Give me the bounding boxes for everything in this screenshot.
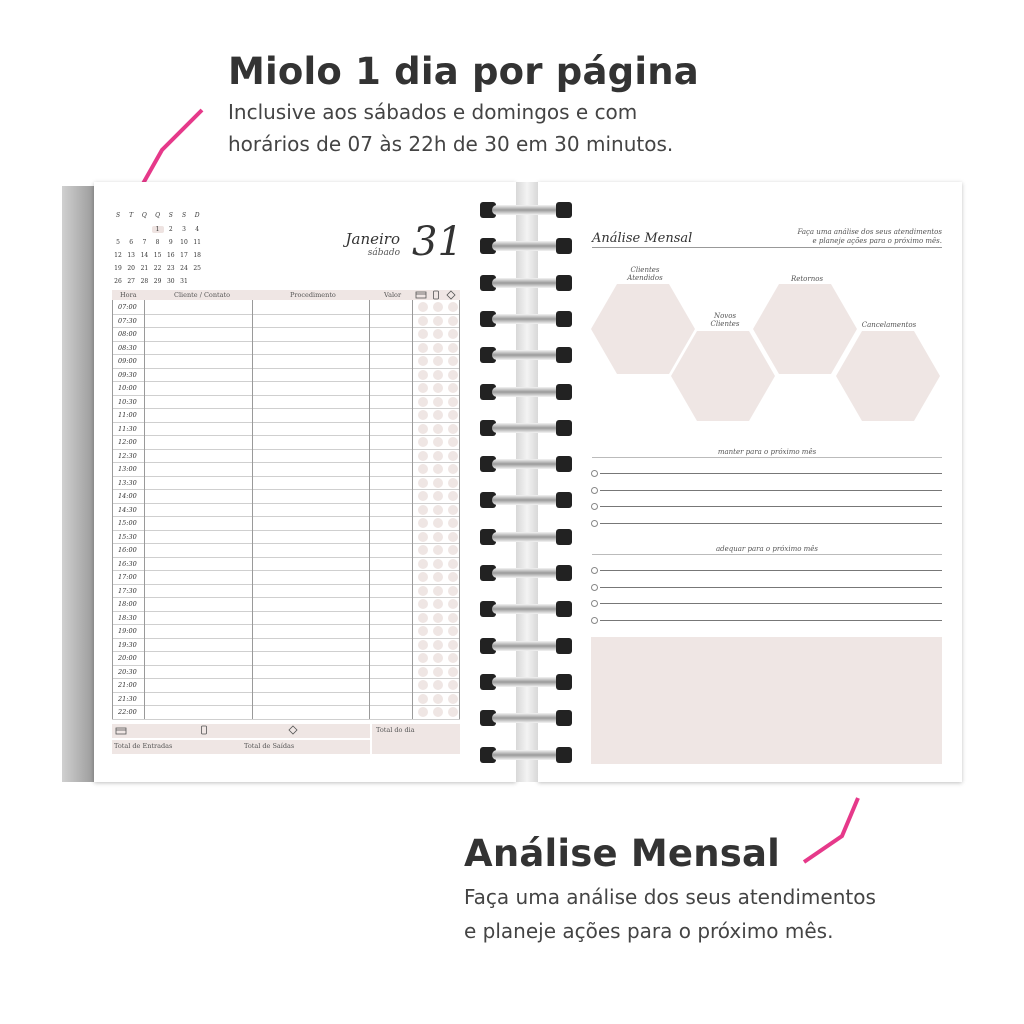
calendar-day: 6 (129, 239, 134, 246)
payment-check-dot[interactable] (433, 613, 443, 623)
table-row (112, 435, 460, 450)
header-hora: Hora (120, 291, 137, 299)
payment-check-dot[interactable] (433, 329, 443, 339)
payment-check-dot[interactable] (448, 680, 458, 690)
calendar-weekday: S (181, 212, 187, 219)
payment-check-dot[interactable] (418, 397, 428, 407)
payment-check-dot[interactable] (433, 316, 443, 326)
payment-check-dot[interactable] (418, 356, 428, 366)
payment-check-dot[interactable] (433, 572, 443, 582)
payment-check-dot[interactable] (448, 545, 458, 555)
section-keep-label: manter para o próximo mês (717, 448, 817, 456)
payment-check-dot[interactable] (433, 586, 443, 596)
payment-check-dot[interactable] (433, 640, 443, 650)
payment-check-dot[interactable] (448, 491, 458, 501)
spiral-ring (480, 200, 572, 220)
bullet-circle (591, 470, 598, 477)
total-day-label: Total do dia (376, 726, 415, 734)
top-callout-line2: horários de 07 às 22h de 30 em 30 minutos. (228, 132, 674, 156)
payment-check-dot[interactable] (433, 437, 443, 447)
payment-check-dot[interactable] (418, 653, 428, 663)
section-adjust-rule (592, 554, 942, 555)
spiral-ring (480, 527, 572, 547)
time-label: 11:00 (118, 411, 137, 419)
payment-check-dot[interactable] (418, 343, 428, 353)
table-row (112, 611, 460, 626)
notes-box (591, 637, 942, 764)
calendar-day: 26 (114, 278, 122, 285)
payment-check-dot[interactable] (448, 626, 458, 636)
calendar-day: 30 (166, 278, 175, 285)
calendar-weekday: Q (141, 212, 147, 219)
payment-check-dot[interactable] (448, 599, 458, 609)
payment-check-dot[interactable] (418, 505, 428, 515)
table-row (112, 341, 460, 356)
time-label: 17:00 (118, 573, 137, 581)
payment-check-dot[interactable] (448, 478, 458, 488)
payment-check-dot[interactable] (448, 532, 458, 542)
table-row (112, 408, 460, 423)
payment-check-dot[interactable] (448, 383, 458, 393)
table-row (112, 395, 460, 410)
payment-check-dot[interactable] (448, 653, 458, 663)
calendar-day: 4 (195, 226, 200, 233)
calendar-day: 18 (193, 252, 201, 259)
payment-check-dot[interactable] (418, 680, 428, 690)
time-label: 20:00 (118, 654, 137, 662)
payment-check-dot[interactable] (418, 559, 428, 569)
spiral-ring (480, 309, 572, 329)
payment-check-dot[interactable] (448, 559, 458, 569)
payment-check-dot[interactable] (418, 478, 428, 488)
bullet-circle (591, 487, 598, 494)
table-row (112, 557, 460, 572)
calendar-day: 25 (193, 265, 201, 272)
hex-label-cancelamentos: Cancelamentos (861, 321, 917, 329)
calendar-day: 29 (153, 278, 162, 285)
table-row (112, 462, 460, 477)
bullet-circle (591, 503, 598, 510)
calendar-day: 2 (168, 226, 173, 233)
time-label: 15:30 (118, 532, 137, 541)
phone-icon (432, 290, 440, 300)
weekday-label: sábado (367, 248, 400, 258)
time-label: 14:30 (118, 505, 137, 514)
payment-check-dot[interactable] (433, 694, 443, 704)
payment-check-dot[interactable] (433, 451, 443, 461)
payment-check-dot[interactable] (418, 518, 428, 528)
time-label: 13:30 (118, 478, 137, 487)
payment-check-dot[interactable] (433, 491, 443, 501)
calendar-weekday: S (168, 212, 173, 219)
payment-check-dot[interactable] (418, 410, 428, 420)
schedule-table (112, 290, 460, 722)
payment-check-dot[interactable] (418, 613, 428, 623)
payment-check-dot[interactable] (418, 532, 428, 542)
bullet-circle (591, 584, 598, 591)
payment-check-dot[interactable] (448, 586, 458, 596)
table-row (112, 489, 460, 504)
table-row (112, 381, 460, 396)
payment-check-dot[interactable] (448, 505, 458, 515)
payment-check-dot[interactable] (418, 586, 428, 596)
table-row (112, 449, 460, 464)
time-label: 09:00 (118, 357, 137, 365)
analysis-title: Análise Mensal (592, 231, 693, 246)
payment-check-dot[interactable] (448, 437, 458, 447)
mini-calendar (112, 212, 212, 284)
spiral-ring (480, 273, 572, 293)
payment-check-dot[interactable] (418, 329, 428, 339)
table-row (112, 665, 460, 680)
payment-check-dot[interactable] (433, 397, 443, 407)
payment-check-dot[interactable] (418, 464, 428, 474)
payment-check-dot[interactable] (433, 626, 443, 636)
day-number: 31 (412, 219, 463, 265)
payment-check-dot[interactable] (433, 653, 443, 663)
time-label: 20:30 (118, 667, 137, 676)
bottom-callout-line1: Faça uma análise dos seus atendimentos (464, 885, 876, 909)
payment-check-dot[interactable] (433, 478, 443, 488)
calendar-day: 27 (127, 278, 135, 285)
payment-check-dot[interactable] (418, 491, 428, 501)
calendar-day: 24 (180, 265, 188, 272)
calendar-day: 9 (168, 239, 173, 246)
table-row (112, 624, 460, 639)
write-line[interactable] (600, 506, 942, 507)
calendar-day: 1 (152, 226, 164, 233)
column-divider (252, 300, 253, 719)
header-procedimento: Procedimento (290, 291, 336, 299)
table-row (112, 354, 460, 369)
spiral-ring (480, 418, 572, 438)
payment-check-dot[interactable] (448, 410, 458, 420)
table-row (112, 516, 460, 531)
payment-check-dot[interactable] (448, 572, 458, 582)
table-row (112, 638, 460, 653)
time-label: 17:30 (118, 586, 137, 595)
analysis-note-1: Faça uma análise dos seus atendimentos (797, 228, 942, 236)
payment-check-dot[interactable] (418, 437, 428, 447)
payment-check-dot[interactable] (448, 707, 458, 717)
calendar-weekday: S (115, 212, 121, 219)
card-icon (115, 727, 127, 735)
table-row (112, 543, 460, 558)
calendar-day: 21 (140, 265, 149, 272)
payment-check-dot[interactable] (433, 356, 443, 366)
calendar-day: 23 (166, 265, 175, 272)
calendar-day: 17 (180, 252, 188, 259)
calendar-day: 13 (127, 252, 135, 259)
write-line[interactable] (600, 473, 942, 474)
pix-icon (446, 290, 456, 300)
table-row (112, 530, 460, 545)
time-label: 12:30 (118, 451, 137, 460)
table-row (112, 570, 460, 585)
time-label: 13:00 (118, 465, 137, 473)
table-row (112, 678, 460, 693)
payment-check-dot[interactable] (418, 694, 428, 704)
payment-check-dot[interactable] (448, 316, 458, 326)
bullet-circle (591, 567, 598, 574)
payment-check-dot[interactable] (433, 464, 443, 474)
header-cliente: Cliente / Contato (174, 291, 231, 299)
calendar-weekday: D (194, 212, 200, 219)
payment-check-dot[interactable] (433, 302, 443, 312)
column-divider (412, 300, 413, 719)
payment-check-dot[interactable] (433, 383, 443, 393)
time-label: 19:00 (118, 627, 137, 635)
time-label: 07:00 (118, 303, 137, 311)
hex-label-novos: Novos Clientes (710, 312, 740, 328)
payment-check-dot[interactable] (418, 451, 428, 461)
spiral-ring (480, 345, 572, 365)
calendar-day: 7 (142, 239, 147, 246)
payment-check-dot[interactable] (448, 451, 458, 461)
time-label: 15:00 (118, 519, 137, 527)
calendar-day: 3 (182, 226, 186, 233)
spiral-ring (480, 454, 572, 474)
hex-label-retornos: Retornos (790, 275, 824, 283)
payment-check-dot[interactable] (418, 302, 428, 312)
time-label: 10:30 (118, 397, 137, 406)
calendar-day: 20 (127, 265, 135, 272)
time-label: 08:00 (118, 330, 137, 338)
payment-check-dot[interactable] (433, 424, 443, 434)
bullet-circle (591, 520, 598, 527)
payment-check-dot[interactable] (433, 545, 443, 555)
analysis-note-2: e planeje ações para o próximo mês. (812, 237, 942, 245)
payment-check-dot[interactable] (418, 640, 428, 650)
calendar-day: 22 (153, 265, 162, 272)
payment-check-dot[interactable] (448, 518, 458, 528)
spiral-ring (480, 745, 572, 765)
payment-check-dot[interactable] (448, 640, 458, 650)
payment-check-dot[interactable] (433, 532, 443, 542)
calendar-day: 14 (140, 252, 149, 259)
totals-row-bg (112, 724, 370, 738)
total-out-label: Total de Saídas (244, 742, 295, 750)
payment-check-dot[interactable] (448, 343, 458, 353)
payment-check-dot[interactable] (433, 410, 443, 420)
time-label: 08:30 (118, 343, 137, 352)
calendar-day: 31 (180, 278, 188, 285)
table-row (112, 314, 460, 329)
payment-check-dot[interactable] (448, 397, 458, 407)
column-divider (144, 300, 145, 719)
spiral-ring (480, 672, 572, 692)
spiral-ring (480, 563, 572, 583)
table-row (112, 300, 460, 315)
bottom-pointer-line (804, 798, 858, 862)
payment-check-dot[interactable] (433, 599, 443, 609)
spiral-ring (480, 708, 572, 728)
bottom-callout-title: Análise Mensal (464, 832, 781, 875)
time-label: 14:00 (118, 492, 137, 500)
hex-label-clientes: Clientes Atendidos (627, 266, 663, 282)
payment-check-dot[interactable] (433, 559, 443, 569)
time-label: 16:00 (118, 546, 137, 554)
payment-check-dot[interactable] (433, 680, 443, 690)
payment-check-dot[interactable] (448, 464, 458, 474)
calendar-day: 12 (114, 252, 122, 259)
payment-check-dot[interactable] (433, 707, 443, 717)
payment-check-dot[interactable] (448, 356, 458, 366)
table-row (112, 651, 460, 666)
calendar-day: 28 (140, 278, 149, 285)
payment-check-dot[interactable] (433, 667, 443, 677)
time-label: 18:30 (118, 613, 137, 622)
spiral-ring (480, 599, 572, 619)
title-underline (592, 247, 942, 248)
time-label: 19:30 (118, 640, 137, 649)
write-line[interactable] (600, 523, 942, 524)
bullet-circle (591, 600, 598, 607)
table-row (112, 692, 460, 707)
time-label: 09:30 (118, 370, 137, 379)
time-label: 07:30 (118, 316, 137, 325)
payment-check-dot[interactable] (433, 343, 443, 353)
calendar-day: 15 (153, 252, 162, 259)
payment-check-dot[interactable] (418, 316, 428, 326)
payment-check-dot[interactable] (448, 424, 458, 434)
payment-check-dot[interactable] (418, 383, 428, 393)
payment-check-dot[interactable] (418, 667, 428, 677)
calendar-day: 11 (193, 239, 201, 246)
payment-check-dot[interactable] (433, 505, 443, 515)
write-line[interactable] (600, 603, 942, 604)
calendar-weekday: T (129, 212, 134, 219)
payment-check-dot[interactable] (448, 302, 458, 312)
payment-check-dot[interactable] (448, 613, 458, 623)
time-label: 21:30 (118, 694, 137, 703)
bullet-circle (591, 617, 598, 624)
top-callout-title: Miolo 1 dia por página (228, 50, 699, 93)
spiral-ring (480, 382, 572, 402)
payment-check-dot[interactable] (448, 370, 458, 380)
payment-check-dot[interactable] (433, 370, 443, 380)
table-row (112, 327, 460, 342)
card-icon (415, 291, 427, 299)
column-divider (459, 300, 460, 719)
column-divider (112, 300, 113, 719)
time-label: 12:00 (118, 438, 137, 446)
spiral-ring (480, 236, 572, 256)
total-in-label: Total de Entradas (114, 742, 173, 750)
payment-check-dot[interactable] (418, 572, 428, 582)
calendar-day: 8 (155, 239, 160, 246)
time-label: 16:30 (118, 559, 137, 568)
header-valor: Valor (384, 291, 402, 299)
payment-check-dot[interactable] (418, 545, 428, 555)
time-label: 11:30 (118, 424, 137, 433)
payment-check-dot[interactable] (448, 329, 458, 339)
calendar-day: 19 (114, 265, 122, 272)
payment-check-dot[interactable] (448, 694, 458, 704)
payment-check-dot[interactable] (448, 667, 458, 677)
month-label: Janeiro (345, 230, 400, 248)
table-row (112, 503, 460, 518)
calendar-weekday: Q (155, 212, 161, 219)
write-line[interactable] (600, 490, 942, 491)
write-line[interactable] (600, 620, 942, 621)
calendar-day: 10 (180, 239, 188, 246)
pix-icon (288, 725, 298, 735)
payment-check-dot[interactable] (418, 424, 428, 434)
spiral-ring (480, 636, 572, 656)
write-line[interactable] (600, 570, 942, 571)
spiral-ring (480, 490, 572, 510)
section-keep-rule (592, 457, 942, 458)
payment-check-dot[interactable] (418, 599, 428, 609)
column-divider (369, 300, 370, 719)
section-adjust-label: adequar para o próximo mês (715, 545, 819, 553)
time-label: 22:00 (118, 708, 137, 716)
bottom-callout-line2: e planeje ações para o próximo mês. (464, 919, 834, 943)
table-row (112, 705, 460, 720)
calendar-day: 5 (116, 239, 120, 246)
table-row (112, 368, 460, 383)
table-row (112, 597, 460, 612)
payment-check-dot[interactable] (418, 626, 428, 636)
calendar-day: 16 (166, 252, 175, 259)
time-label: 10:00 (118, 384, 137, 392)
payment-check-dot[interactable] (433, 518, 443, 528)
payment-check-dot[interactable] (418, 370, 428, 380)
payment-check-dot[interactable] (418, 707, 428, 717)
time-label: 21:00 (118, 681, 137, 689)
time-label: 18:00 (118, 600, 137, 608)
table-row (112, 422, 460, 437)
phone-icon (200, 725, 208, 735)
write-line[interactable] (600, 587, 942, 588)
top-callout-line1: Inclusive aos sábados e domingos e com (228, 100, 638, 124)
table-row (112, 584, 460, 599)
schedule-header (112, 290, 460, 300)
table-row (112, 476, 460, 491)
